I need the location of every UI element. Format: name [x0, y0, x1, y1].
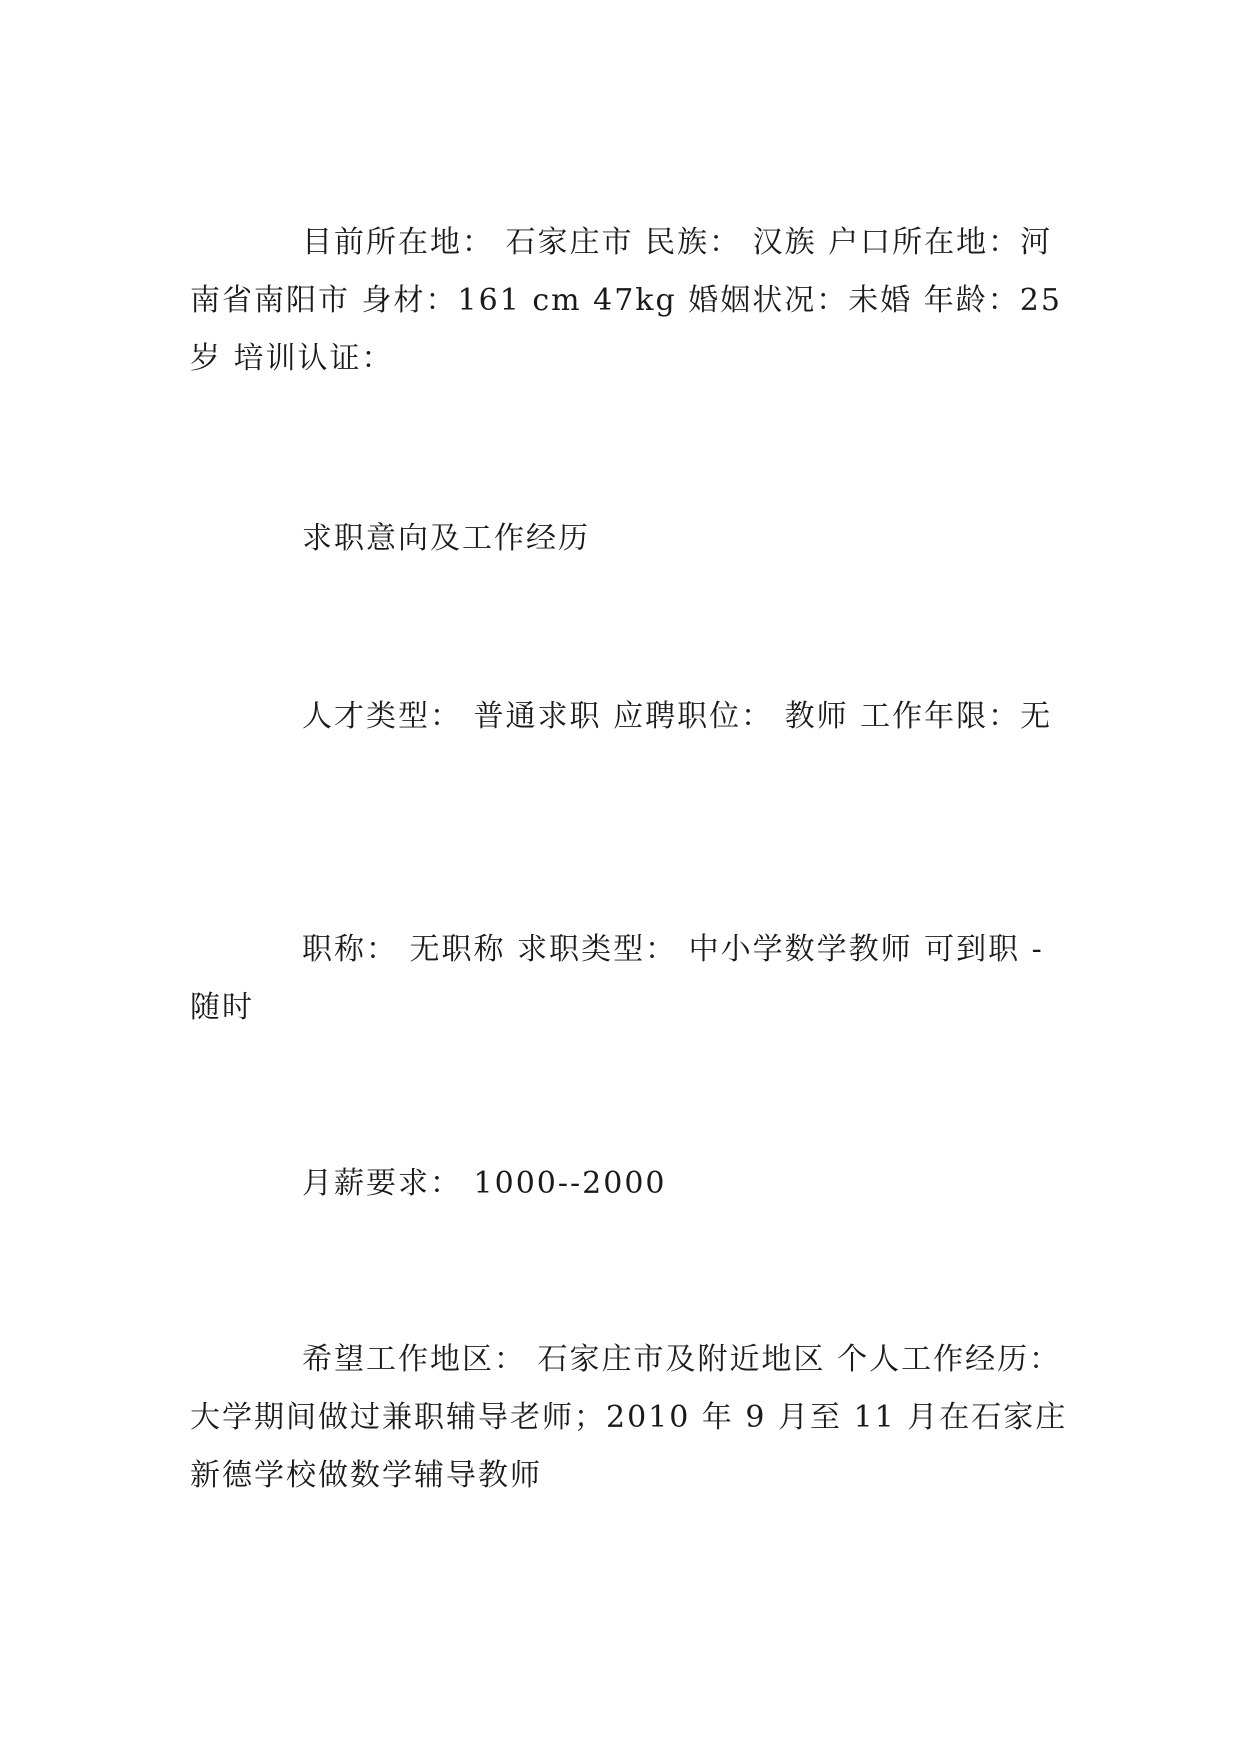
section-heading: 求职意向及工作经历 [302, 521, 590, 556]
work-experience-paragraph: 希望工作地区： 石家庄市及附近地区 个人工作经历：大学期间做过兼职辅导老师；2010 年 9 月至 11 月在石家庄新德学校做数学辅导教师 [190, 1342, 1068, 1493]
personal-info-paragraph: 目前所在地： 石家庄市 民族： 汉族 户口所在地：河南省南阳市 身材：161 cm 47kg 婚姻状况：未婚 年龄：25 岁 培训认证： [190, 225, 1062, 376]
talent-type-paragraph: 人才类型： 普通求职 应聘职位： 教师 工作年限：无 [302, 699, 1053, 734]
job-title-paragraph: 职称： 无职称 求职类型： 中小学数学教师 可到职 - 随时 [190, 932, 1044, 1025]
salary-paragraph: 月薪要求： 1000--2000 [302, 1166, 667, 1201]
